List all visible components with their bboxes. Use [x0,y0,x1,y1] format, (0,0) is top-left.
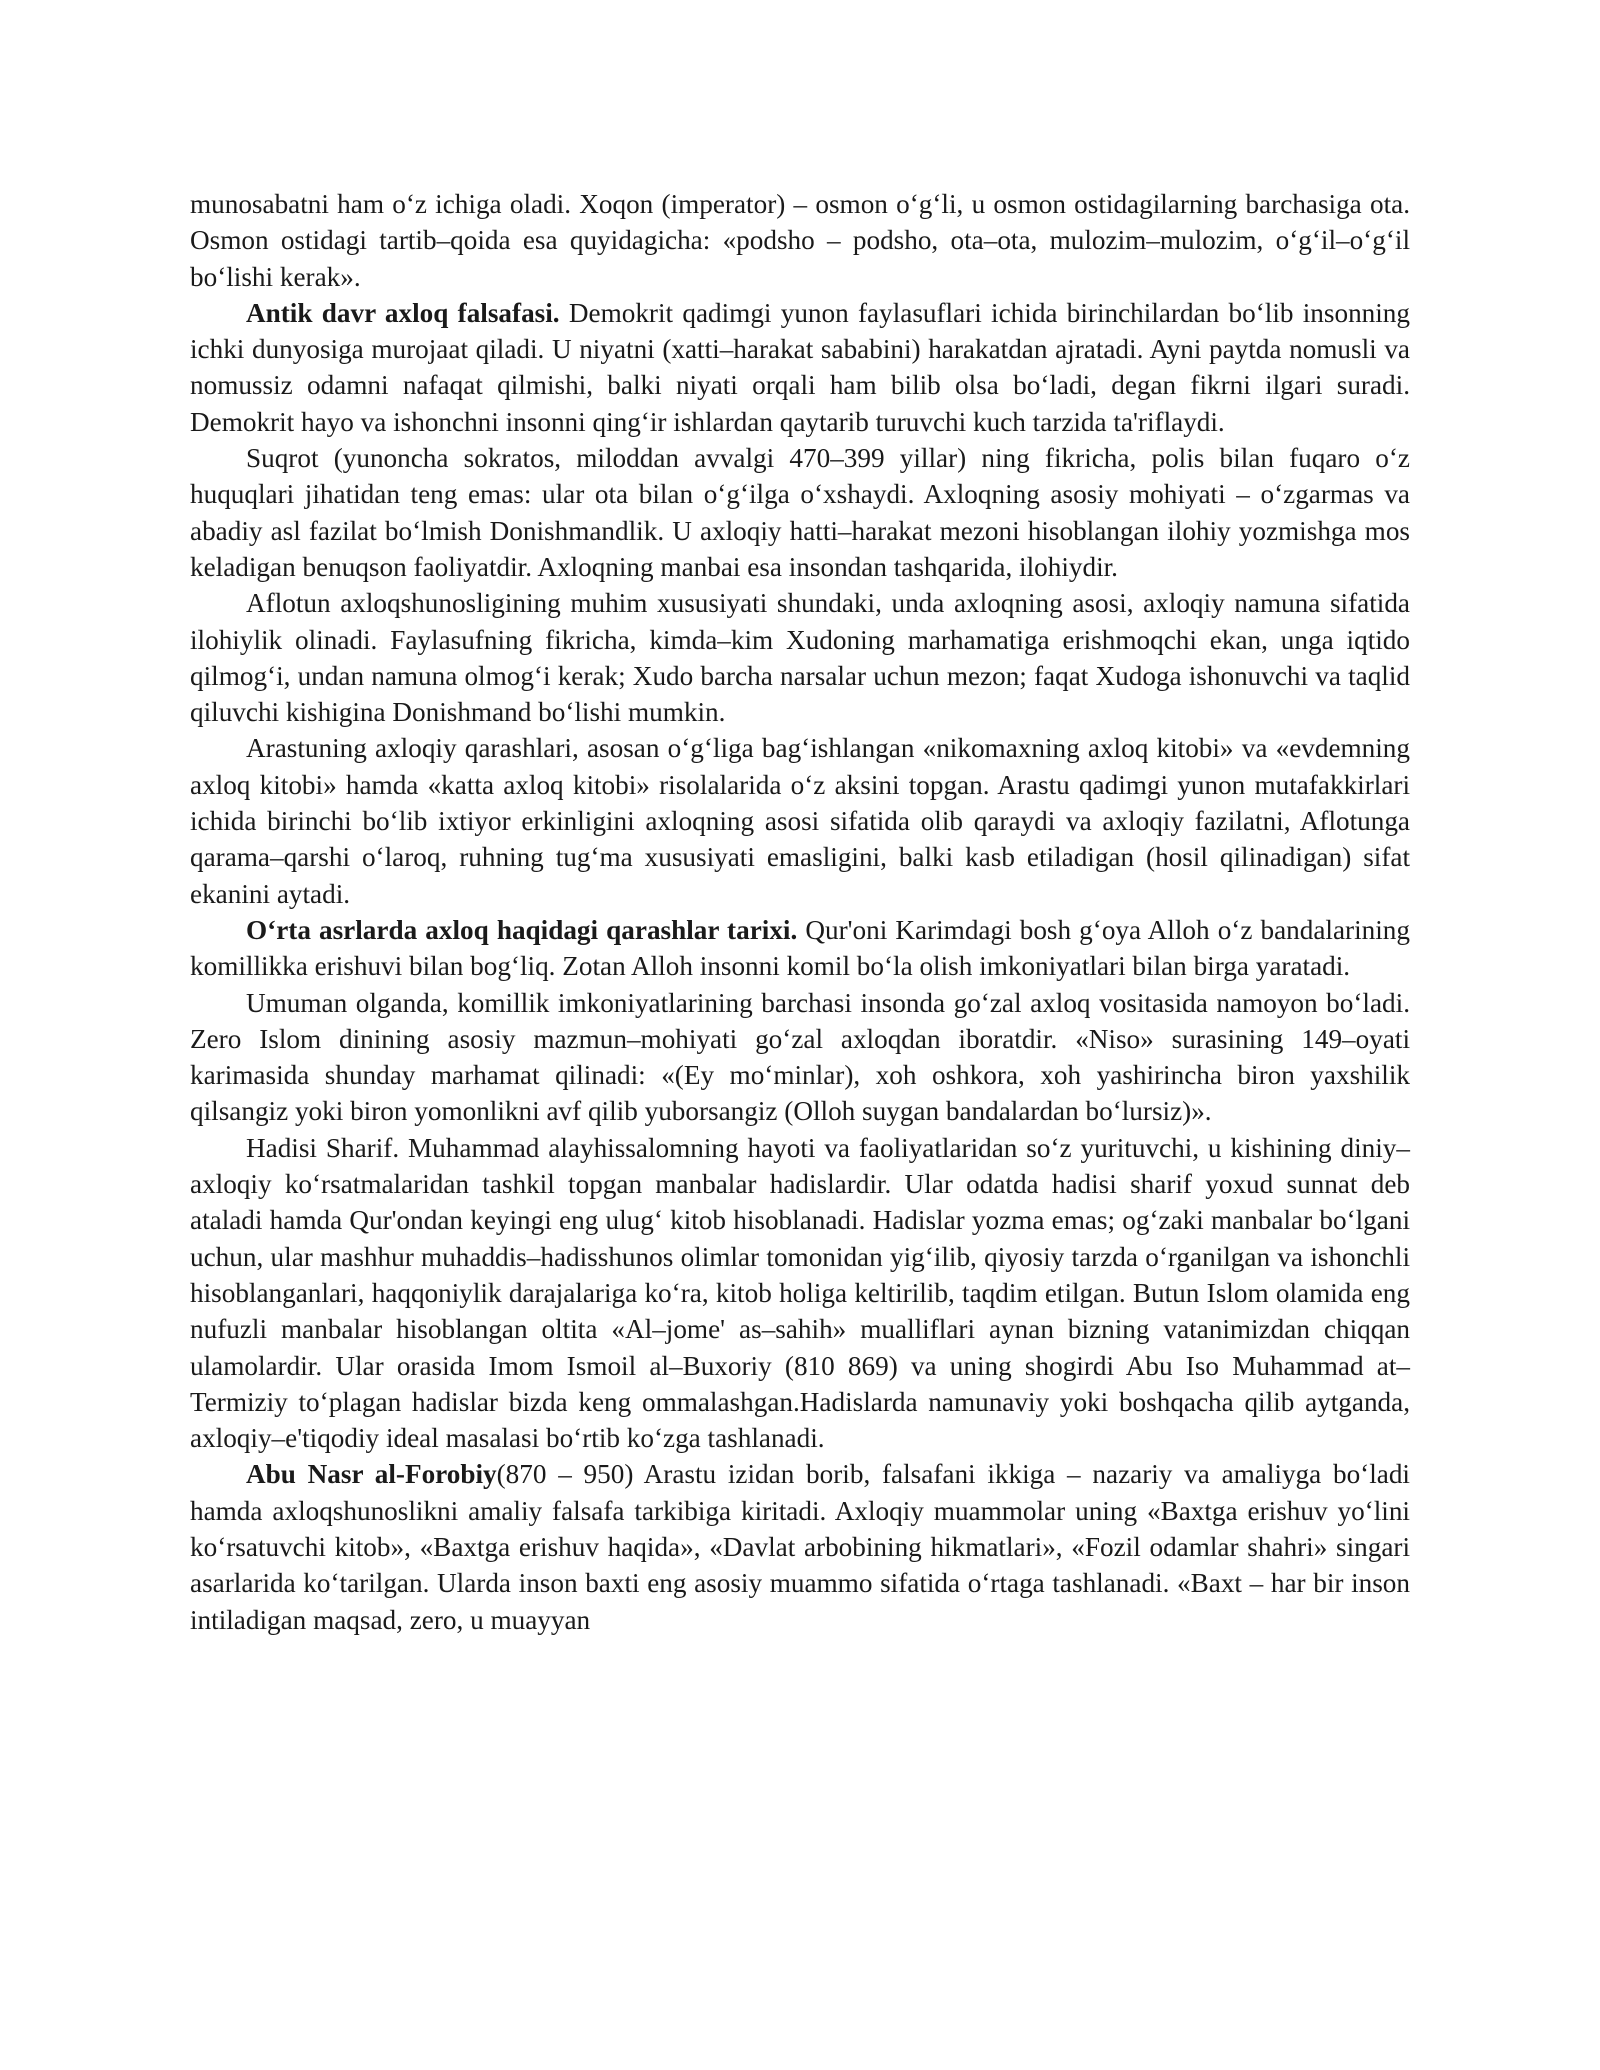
paragraph-3 [190,440,1410,585]
paragraph-6-text: Qur'oni Karimdagi bosh g‘oya Alloh o‘z bandalarining komillikka erishuvi bilan bog‘liq. Zotan Alloh insonni komil bo‘la olish imkoniyatlari bilan birga yaratadi. [190,914,1410,982]
paragraph-6 [190,912,1410,985]
paragraph-2-text: Demokrit qadimgi yunon faylasuflari ichida birinchilardan bo‘lib insonning ichki dunyosiga murojaat qiladi. U niyatni (xatti–harakat sababini) harakatdan ajratadi. Ayni paytda nomusli va nomussiz odamni nafaqat qilmishi, balki niyati orqali ham bilib olsa bo‘ladi, degan fikrni ilgari suradi. Demokrit hayo va ishonchni insonni qing‘ir ishlardan qaytarib turuvchi kuch tarzida ta'riflaydi. [190,297,1410,437]
paragraph-5 [190,730,1410,911]
paragraph-7 [190,985,1410,1130]
paragraph-3-text: Suqrot (yunoncha sokratos, miloddan avvalgi 470–399 yillar) ning fikricha, polis bilan fuqaro o‘z huquqlari jihatidan teng emas: ular ota bilan o‘g‘ilga o‘xshaydi. Axloqning asosiy mohiyati – o‘zgarmas va abadiy asl fazilat bo‘lmish Donishmandlik. U axloqiy hatti–harakat mezoni hisoblangan ilohiy yozmishga mos keladigan benuqson faoliyatdir. Axloqning manbai esa insondan tashqarida, ilohiydir. [190,443,1410,582]
paragraph-4-text: Aflotun axloqshunosligining muhim xususiyati shundaki, unda axloqning asosi, axloqiy namuna sifatida ilohiylik olinadi. Faylasufning fikricha, kimda–kim Xudoning marhamatiga erishmoqchi ekan, unga iqtido qilmog‘i, undan namuna olmog‘i kerak; Xudo barcha narsalar uchun mezon; faqat Xudoga ishonuvchi va taqlid qiluvchi kishigina Donishmand bo‘lishi mumkin. [190,588,1410,728]
paragraph-2 [190,295,1410,440]
paragraph-4 [190,585,1410,730]
paragraph-9-heading: Abu Nasr al-Forobiy [246,1459,497,1490]
paragraph-1-text: munosabatni ham o‘z ichiga oladi. Xoqon (imperator) – osmon o‘g‘li, u osmon ostidagilarning barchasiga ota. Osmon ostidagi tartib–qoida esa quyidagicha: «podsho – podsho, ota–ota, mulozim–mulozim, o‘g‘il–o‘g‘il bo‘lishi kerak». [190,189,1410,292]
paragraph-9-text: (870 – 950) Arastu izidan borib, falsafani ikkiga – nazariy va amaliyga bo‘ladi hamda axloqshunoslikni amaliy falsafa tarkibiga kiritadi. Axloqiy muammolar uning «Baxtga erishuv yo‘lini ko‘rsatuvchi kitob», «Baxtga erishuv haqida», «Davlat arbobining hikmatlari», «Fozil odamlar shahri» singari asarlarida ko‘tarilgan. Ularda inson baxti eng asosiy muammo sifatida o‘rtaga tashlanadi. «Baxt – har bir inson intiladigan maqsad, zero, u muayyan [190,1459,1410,1635]
document-page [190,186,1410,1638]
paragraph-5-text: Arastuning axloqiy qarashlari, asosan o‘g‘liga bag‘ishlangan «nikomaxning axloq kitobi» va «evdemning axloq kitobi» hamda «katta axloq kitobi» risolalarida o‘z aksini topgan. Arastu qadimgi yunon mutafakkirlari ichida birinchi bo‘lib ixtiyor erkinligini axloqning asosi sifatida olib qaraydi va axloqiy fazilatni, Aflotunga qarama–qarshi o‘laroq, ruhning tug‘ma xususiyati emasligini, balki kasb etiladigan (hosil qilinadigan) sifat ekanini aytadi. [190,733,1410,909]
paragraph-1 [190,186,1410,295]
paragraph-9 [190,1456,1410,1637]
paragraph-8 [190,1130,1410,1457]
paragraph-8-text: Hadisi Sharif. Muhammad alayhissalomning hayoti va faoliyatlaridan so‘z yurituvchi, u kishining diniy–axloqiy ko‘rsatmalaridan tashkil topgan manbalar hadislardir. Ular odatda hadisi sharif yoxud sunnat deb ataladi hamda Qur'ondan keyingi eng ulug‘ kitob hisoblanadi. Hadislar yozma emas; og‘zaki manbalar bo‘lgani uchun, ular mashhur muhaddis–hadisshunos olimlar tomonidan yig‘ilib, qiyosiy tarzda o‘rganilgan va ishonchli hisoblanganlari, haqqoniylik darajalariga ko‘ra, kitob holiga keltirilib, taqdim etilgan. Butun Islom olamida eng nufuzli manbalar hisoblangan oltita «Al–jome' as–sahih» mualliflari aynan bizning vatanimizdan chiqqan ulamolardir. Ular orasida Imom Ismoil al–Buxoriy (810 869) va uning shogirdi Abu Iso Muhammad at–Termiziy to‘plagan hadislar bizda keng ommalashgan.Hadislarda namunaviy yoki boshqacha qilib aytganda, axloqiy–e'tiqodiy ideal masalasi bo‘rtib ko‘zga tashlanadi. [190,1132,1410,1454]
paragraph-2-heading: Antik davr axloq falsafasi. [246,297,560,328]
paragraph-6-heading: O‘rta asrlarda axloq haqidagi qarashlar tarixi. [246,914,798,945]
paragraph-7-text: Umuman olganda, komillik imkoniyatlarining barchasi insonda go‘zal axloq vositasida namoyon bo‘ladi. Zero Islom dinining asosiy mazmun–mohiyati go‘zal axloqdan iboratdir. «Niso» surasining 149–oyati karimasida shunday marhamat qilinadi: «(Ey mo‘minlar), xoh oshkora, xoh yashirincha biron yaxshilik qilsangiz yoki biron yomonlikni avf qilib yuborsangiz (Olloh suygan bandalardan bo‘lursiz)». [190,987,1410,1127]
